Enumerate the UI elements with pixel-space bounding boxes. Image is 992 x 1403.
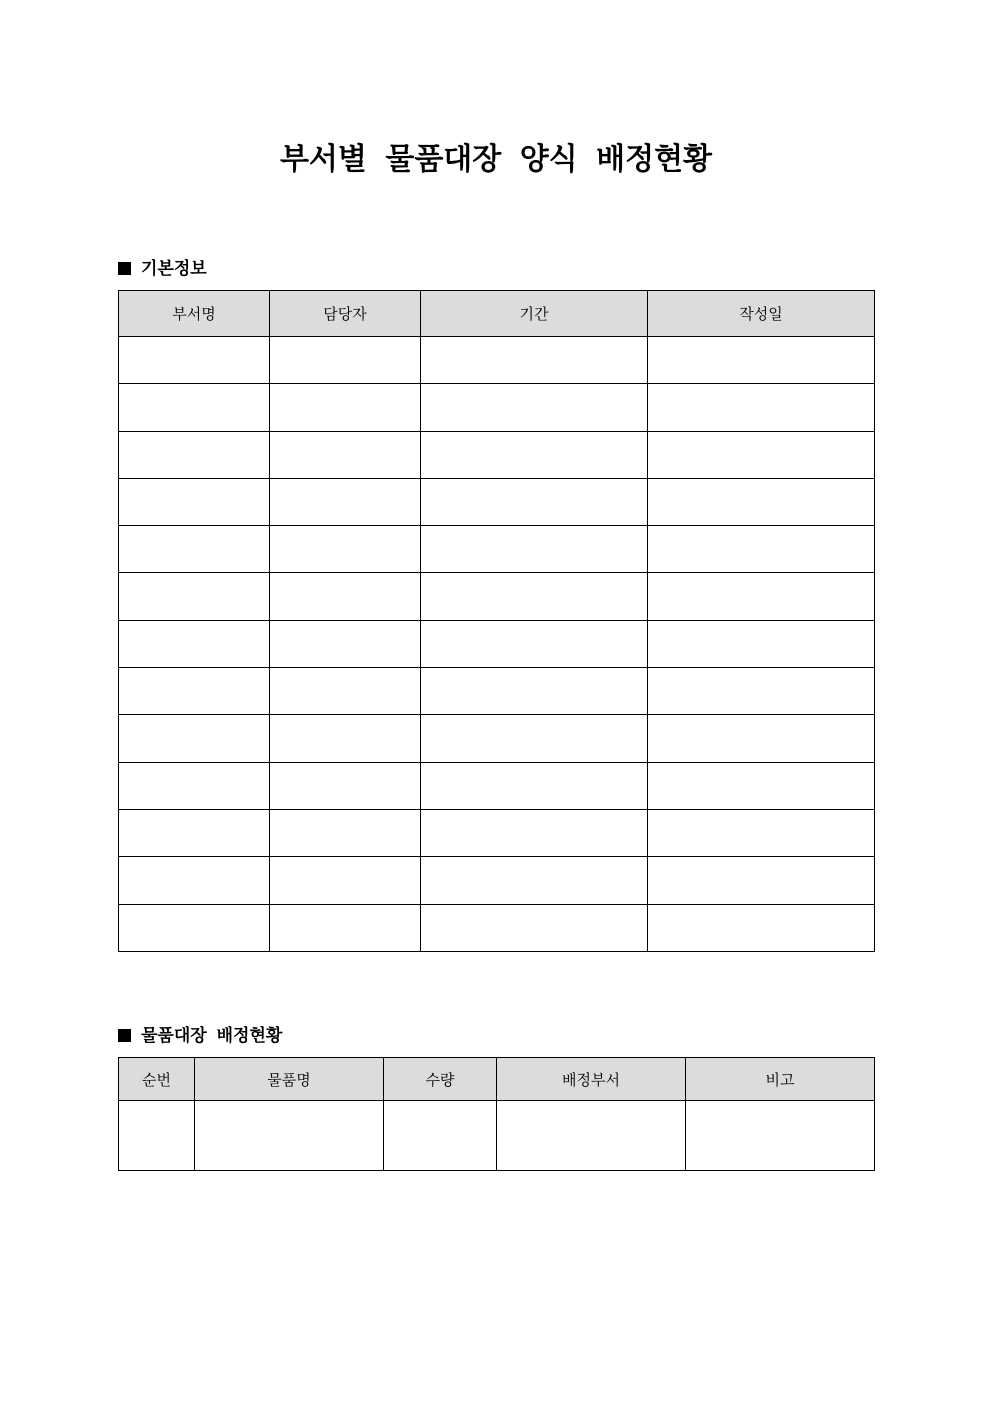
table-cell[interactable]: [270, 904, 421, 951]
table-row: [119, 526, 875, 573]
table-cell[interactable]: [421, 337, 648, 384]
table-cell[interactable]: [648, 904, 875, 951]
table-row: [119, 478, 875, 525]
table-row: [119, 762, 875, 809]
table-cell[interactable]: [421, 526, 648, 573]
table-row: [119, 668, 875, 715]
table-row: [119, 431, 875, 478]
table-cell[interactable]: [119, 337, 270, 384]
column-header: 배정부서: [497, 1058, 686, 1101]
table-cell[interactable]: [648, 431, 875, 478]
table-cell[interactable]: [421, 620, 648, 667]
table-cell[interactable]: [119, 526, 270, 573]
square-bullet-icon: [118, 1029, 131, 1042]
table-cell[interactable]: [270, 431, 421, 478]
table-cell[interactable]: [119, 1101, 195, 1171]
section-heading-basic-info: [118, 254, 207, 279]
table-cell[interactable]: [648, 526, 875, 573]
table-cell[interactable]: [648, 337, 875, 384]
table-cell[interactable]: [195, 1101, 384, 1171]
table-cell[interactable]: [270, 620, 421, 667]
table-cell[interactable]: [119, 904, 270, 951]
allocation-table: [118, 1057, 875, 1171]
table-cell[interactable]: [119, 431, 270, 478]
table-cell[interactable]: [270, 715, 421, 762]
table-cell[interactable]: [648, 715, 875, 762]
table-cell[interactable]: [421, 762, 648, 809]
table-cell[interactable]: [421, 384, 648, 431]
table-cell[interactable]: [421, 668, 648, 715]
column-header: 담당자: [270, 291, 421, 337]
table-cell[interactable]: [270, 478, 421, 525]
page-title: 부서별 물품대장 양식 배정현황: [279, 142, 713, 177]
table-cell[interactable]: [648, 762, 875, 809]
table-row: [119, 809, 875, 856]
table-cell[interactable]: [648, 478, 875, 525]
square-bullet-icon: [118, 262, 131, 275]
table-cell[interactable]: [119, 715, 270, 762]
table-row: [119, 1101, 875, 1171]
table-cell[interactable]: [270, 668, 421, 715]
table-cell[interactable]: [648, 620, 875, 667]
table-cell[interactable]: [421, 715, 648, 762]
table-cell[interactable]: [270, 762, 421, 809]
table-row: [119, 715, 875, 762]
table-cell[interactable]: [270, 384, 421, 431]
table-row: [119, 904, 875, 951]
table-cell[interactable]: [119, 478, 270, 525]
table-cell[interactable]: [648, 668, 875, 715]
table-cell[interactable]: [119, 573, 270, 620]
table-cell[interactable]: [119, 809, 270, 856]
table-cell[interactable]: [421, 431, 648, 478]
table-cell[interactable]: [119, 620, 270, 667]
table-cell[interactable]: [421, 573, 648, 620]
table-row: [119, 620, 875, 667]
table-row: [119, 573, 875, 620]
column-header: 기간: [421, 291, 648, 337]
column-header: 수량: [384, 1058, 497, 1101]
table-row: [119, 384, 875, 431]
table-cell[interactable]: [270, 526, 421, 573]
table-cell[interactable]: [648, 857, 875, 904]
table-cell[interactable]: [421, 809, 648, 856]
table-cell[interactable]: [270, 337, 421, 384]
table-header-row: [119, 1058, 875, 1101]
section-heading-allocation: [118, 1021, 282, 1046]
column-header: 순번: [119, 1058, 195, 1101]
table-cell[interactable]: [270, 573, 421, 620]
section-heading-text: 기본정보: [141, 259, 207, 279]
table-row: [119, 337, 875, 384]
table-cell[interactable]: [421, 904, 648, 951]
table-cell[interactable]: [648, 809, 875, 856]
table-cell[interactable]: [421, 478, 648, 525]
table-cell[interactable]: [648, 573, 875, 620]
table-row: [119, 857, 875, 904]
table-cell[interactable]: [686, 1101, 875, 1171]
basic-info-table: [118, 290, 875, 952]
table-cell[interactable]: [119, 668, 270, 715]
table-cell[interactable]: [119, 857, 270, 904]
table-cell[interactable]: [119, 762, 270, 809]
table-cell[interactable]: [119, 384, 270, 431]
table-cell[interactable]: [270, 857, 421, 904]
column-header: 물품명: [195, 1058, 384, 1101]
table-cell[interactable]: [648, 384, 875, 431]
table-header-row: [119, 291, 875, 337]
column-header: 비고: [686, 1058, 875, 1101]
table-cell[interactable]: [270, 809, 421, 856]
column-header: 부서명: [119, 291, 270, 337]
table-cell[interactable]: [421, 857, 648, 904]
table-cell[interactable]: [384, 1101, 497, 1171]
section-heading-text: 물품대장 배정현황: [141, 1026, 283, 1046]
table-cell[interactable]: [497, 1101, 686, 1171]
column-header: 작성일: [648, 291, 875, 337]
